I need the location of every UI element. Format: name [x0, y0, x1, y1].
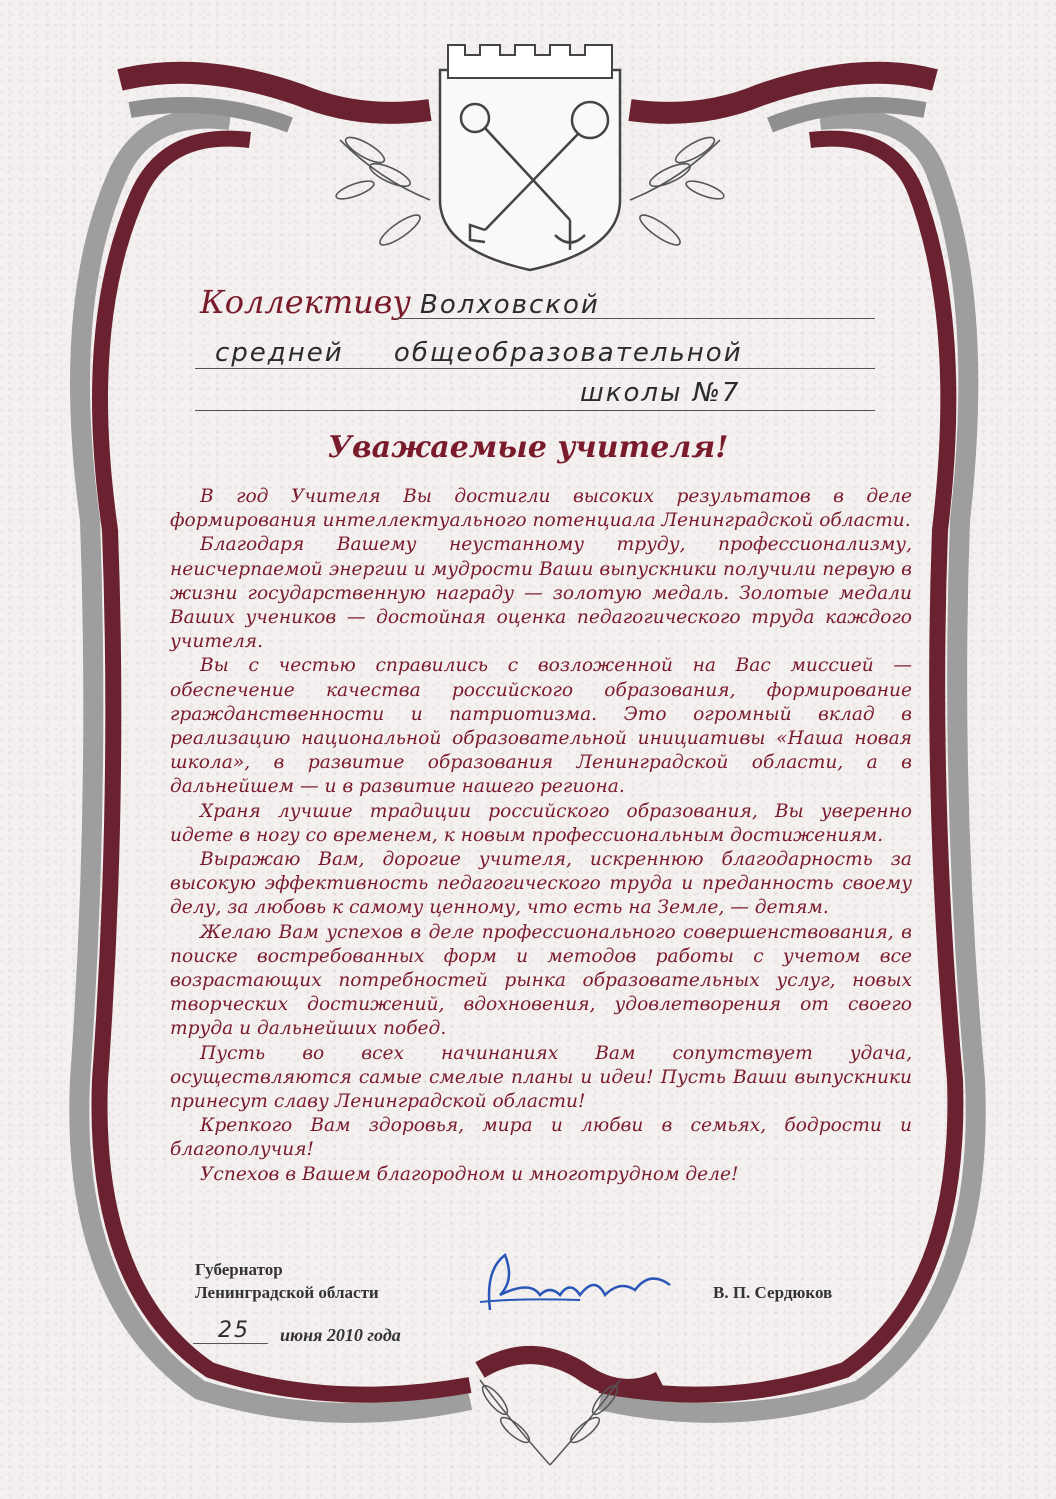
address-prefix: Коллективу — [200, 283, 411, 321]
paragraph: Крепкого Вам здоровья, мира и любви в семьях, бодрости и благополучия! — [170, 1115, 912, 1161]
paragraph: Желаю Вам успехов в деле профессионального совершенствования, в поиске востребованных форм и методов работы с учетом все возрастающих потребностей рынка образовательных услуг, новых творческих достижений, вдохновения, удовлетворения от своего труда и дальнейших побед. — [170, 921, 912, 1040]
paragraph: Вы с честью справились с возложенной на Вас миссией — обеспечение качества российского образования, формирование гражданственности и патриотизма. Это огромный вклад в реализацию национальной образовательной инициативы «Наша новая школа», в развитие образования Ленинградской области, а в дальнейшем — и в развитие нашего региона. — [170, 655, 912, 798]
signatory-position-line1: Губернатор — [195, 1260, 283, 1279]
date-text: июня 2010 года — [280, 1325, 401, 1345]
signatory-position-line2: Ленинградской области — [195, 1283, 379, 1302]
laurel-branch-icon — [450, 1340, 650, 1470]
letter-body — [170, 485, 912, 1187]
date-underline — [193, 1343, 268, 1344]
paragraph: Храня лучшие традиции российского образования, Вы уверенно идете в ногу со временем, к новым профессиональным достижениям. — [170, 800, 912, 846]
address-handwritten-1: Волховской — [420, 290, 600, 320]
paragraph: Выражаю Вам, дорогие учителя, искреннюю благодарность за высокую эффективность педагогического труда и преданность своему делу, за любовь к самому ценному, что есть на Земле, — детям. — [170, 849, 912, 919]
paragraph: Благодаря Вашему неустанному труду, профессионализму, неисчерпаемой энергии и мудрости Ваши выпускники получили первую в жизни государственную награду — золотую медаль. Золотые медали Ваших учеников — достойная оценка педагогического труда каждого учителя. — [170, 534, 912, 653]
coat-of-arms-icon — [320, 30, 740, 290]
address-handwritten-3: школы №7 — [580, 378, 741, 408]
address-underline-3 — [195, 410, 875, 411]
address-underline-2 — [195, 368, 875, 369]
address-handwritten-2: средней общеобразовательной — [215, 338, 743, 368]
signatory-name: В. П. Сердюков — [713, 1283, 833, 1302]
paragraph: В год Учителя Вы достигли высоких результатов в деле формирования интеллектуального потенциала Ленинградской области. — [170, 486, 912, 532]
date-day: 25 — [218, 1318, 250, 1343]
greeting-heading: Уважаемые учителя! — [327, 430, 729, 465]
handwritten-signature — [460, 1240, 690, 1330]
paragraph: Пусть во всех начинаниях Вам сопутствует удача, осуществляются самые смелые планы и идеи! Пусть Ваши выпускники принесут славу Ленинградской области! — [170, 1042, 912, 1113]
paragraph: Успехов в Вашем благородном и многотрудном деле! — [200, 1163, 739, 1185]
